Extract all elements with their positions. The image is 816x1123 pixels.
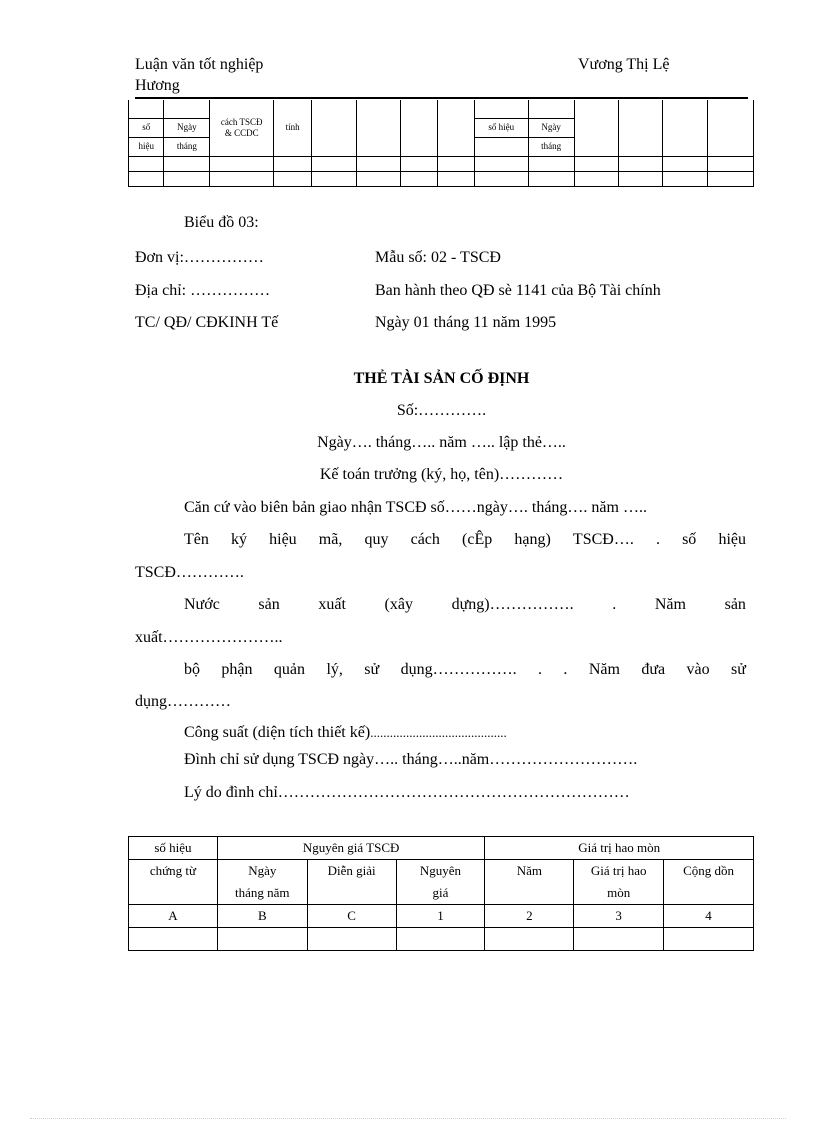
- empty-cell: [664, 928, 754, 951]
- word: hạng): [514, 531, 551, 548]
- word: bộ: [184, 661, 200, 678]
- card-title: THẺ TÀI SẢN CỐ ĐỊNH: [353, 370, 530, 387]
- empty-cell: [396, 928, 485, 951]
- page-bottom-border: [30, 1118, 786, 1119]
- capacity-label: Công suất (diện tích thiết kế): [184, 724, 371, 741]
- header-so-hieu: số hiệu: [129, 837, 218, 860]
- empty-cell: [307, 928, 396, 951]
- header-nguyen-gia: Nguyên giá TSCĐ: [217, 837, 485, 860]
- word: đưa: [641, 661, 666, 678]
- header-thang-nam: tháng năm: [235, 885, 290, 900]
- empty-cell: [485, 928, 574, 951]
- col-cach-tscd: cách TSCĐ: [220, 116, 263, 127]
- word: hiệu: [269, 531, 297, 548]
- ngay-ban-hanh: Ngày 01 tháng 11 năm 1995: [375, 314, 557, 331]
- suspension-reason: Lý do đình chỉ…………………………………………………………: [184, 784, 630, 801]
- capacity-dots: ..........................................: [370, 725, 507, 740]
- department-cont: dụng…………: [135, 693, 231, 710]
- tc-qd: TC/ QĐ/ CĐKINH Tế: [135, 314, 279, 331]
- handover-basis: Căn cứ vào biên bản giao nhận TSCĐ số……ngày…. tháng…. năm …..: [184, 499, 647, 516]
- word: Năm: [588, 661, 620, 678]
- header-left-2: Hương: [135, 77, 180, 94]
- top-table: [128, 100, 754, 187]
- header-nam: Năm: [485, 860, 574, 905]
- word: xuất: [318, 596, 346, 613]
- word: quản: [273, 661, 306, 678]
- cell-so: số: [129, 118, 164, 137]
- word: sản: [724, 596, 746, 613]
- dia-chi-field: Địa chỉ: ……………: [135, 282, 271, 299]
- word: Năm: [654, 596, 686, 613]
- asset-name-line: [184, 531, 746, 549]
- cell-ngay: Ngày: [164, 118, 210, 137]
- col-ccdc: & CCDC: [224, 127, 259, 138]
- word: mã,: [318, 531, 343, 548]
- empty-cell: [217, 928, 307, 951]
- department-line: [184, 661, 746, 679]
- word: (xây: [384, 596, 413, 613]
- cell-thang-2: tháng: [528, 137, 574, 156]
- col-tinh: tính: [285, 122, 300, 133]
- word: Nước: [184, 596, 220, 613]
- header-gia: giá: [432, 885, 449, 900]
- asset-value-table: [128, 836, 754, 951]
- word: vào: [686, 661, 710, 678]
- word: dụng…………….: [400, 661, 517, 678]
- word: .: [655, 531, 660, 548]
- word: TSCĐ….: [572, 531, 634, 548]
- origin-line: [184, 596, 746, 614]
- cell-ngay-2: Ngày: [528, 118, 574, 137]
- header-rule: [135, 97, 748, 99]
- header-chung-tu: chứng từ: [129, 860, 218, 905]
- word: sử: [731, 661, 746, 678]
- header-cong-don: Cộng dồn: [664, 860, 754, 905]
- code-cell: 2: [485, 905, 574, 928]
- word: lý,: [326, 661, 343, 678]
- bieu-do-label: Biểu đồ 03:: [184, 214, 259, 231]
- mau-so: Mẫu số: 02 - TSCĐ: [375, 249, 501, 266]
- ban-hanh: Ban hành theo QĐ sè 1141 của Bộ Tài chính: [375, 282, 661, 299]
- suspension-date: Đình chỉ sử dụng TSCĐ ngày….. tháng…..năm……………………….: [184, 751, 638, 768]
- header-dien-giai: Diễn giải: [307, 860, 396, 905]
- header-gia-tri-hao: Giá trị hao: [590, 863, 647, 878]
- word: .: [612, 596, 617, 613]
- cell-hieu: hiệu: [129, 137, 164, 156]
- word: hiệu: [718, 531, 746, 548]
- word: phận: [221, 661, 253, 678]
- word: sử: [364, 661, 380, 678]
- cell-thang: tháng: [164, 137, 210, 156]
- header-nguyen: Nguyên: [419, 863, 462, 878]
- card-date-created: Ngày…. tháng….. năm ….. lập thẻ…..: [317, 434, 566, 451]
- asset-name-cont: TSCĐ………….: [135, 564, 244, 581]
- header-left: Luận văn tốt nghiệp: [135, 56, 264, 73]
- word: ký: [231, 531, 247, 548]
- empty-cell: [574, 928, 664, 951]
- cell-so-hieu: số hiệu: [474, 118, 528, 137]
- card-number: Số:………….: [396, 402, 487, 419]
- word: dựng)…………….: [451, 596, 574, 613]
- empty-cell: [129, 928, 218, 951]
- word: Tên: [184, 531, 209, 548]
- header-ngay: Ngày: [248, 863, 277, 878]
- code-cell: A: [129, 905, 218, 928]
- capacity-line: [184, 724, 507, 742]
- code-cell: C: [307, 905, 396, 928]
- code-cell: 4: [664, 905, 754, 928]
- header-mon: mòn: [607, 885, 631, 900]
- chief-accountant: Kế toán trưởng (ký, họ, tên)…………: [319, 466, 564, 483]
- code-cell: 1: [396, 905, 485, 928]
- word: quy: [364, 531, 389, 548]
- header-right: Vương Thị Lệ: [578, 56, 670, 73]
- origin-cont: xuất…………………..: [135, 629, 283, 646]
- code-cell: B: [217, 905, 307, 928]
- code-cell: 3: [574, 905, 664, 928]
- word: số: [682, 531, 697, 548]
- word: sản: [258, 596, 280, 613]
- word: cách: [410, 531, 440, 548]
- word: (cÊp: [462, 531, 493, 548]
- word: .: [538, 661, 543, 678]
- word: .: [563, 661, 568, 678]
- don-vi-field: Đơn vị:……………: [135, 249, 264, 266]
- header-gia-tri-hao-mon: Giá trị hao mòn: [485, 837, 754, 860]
